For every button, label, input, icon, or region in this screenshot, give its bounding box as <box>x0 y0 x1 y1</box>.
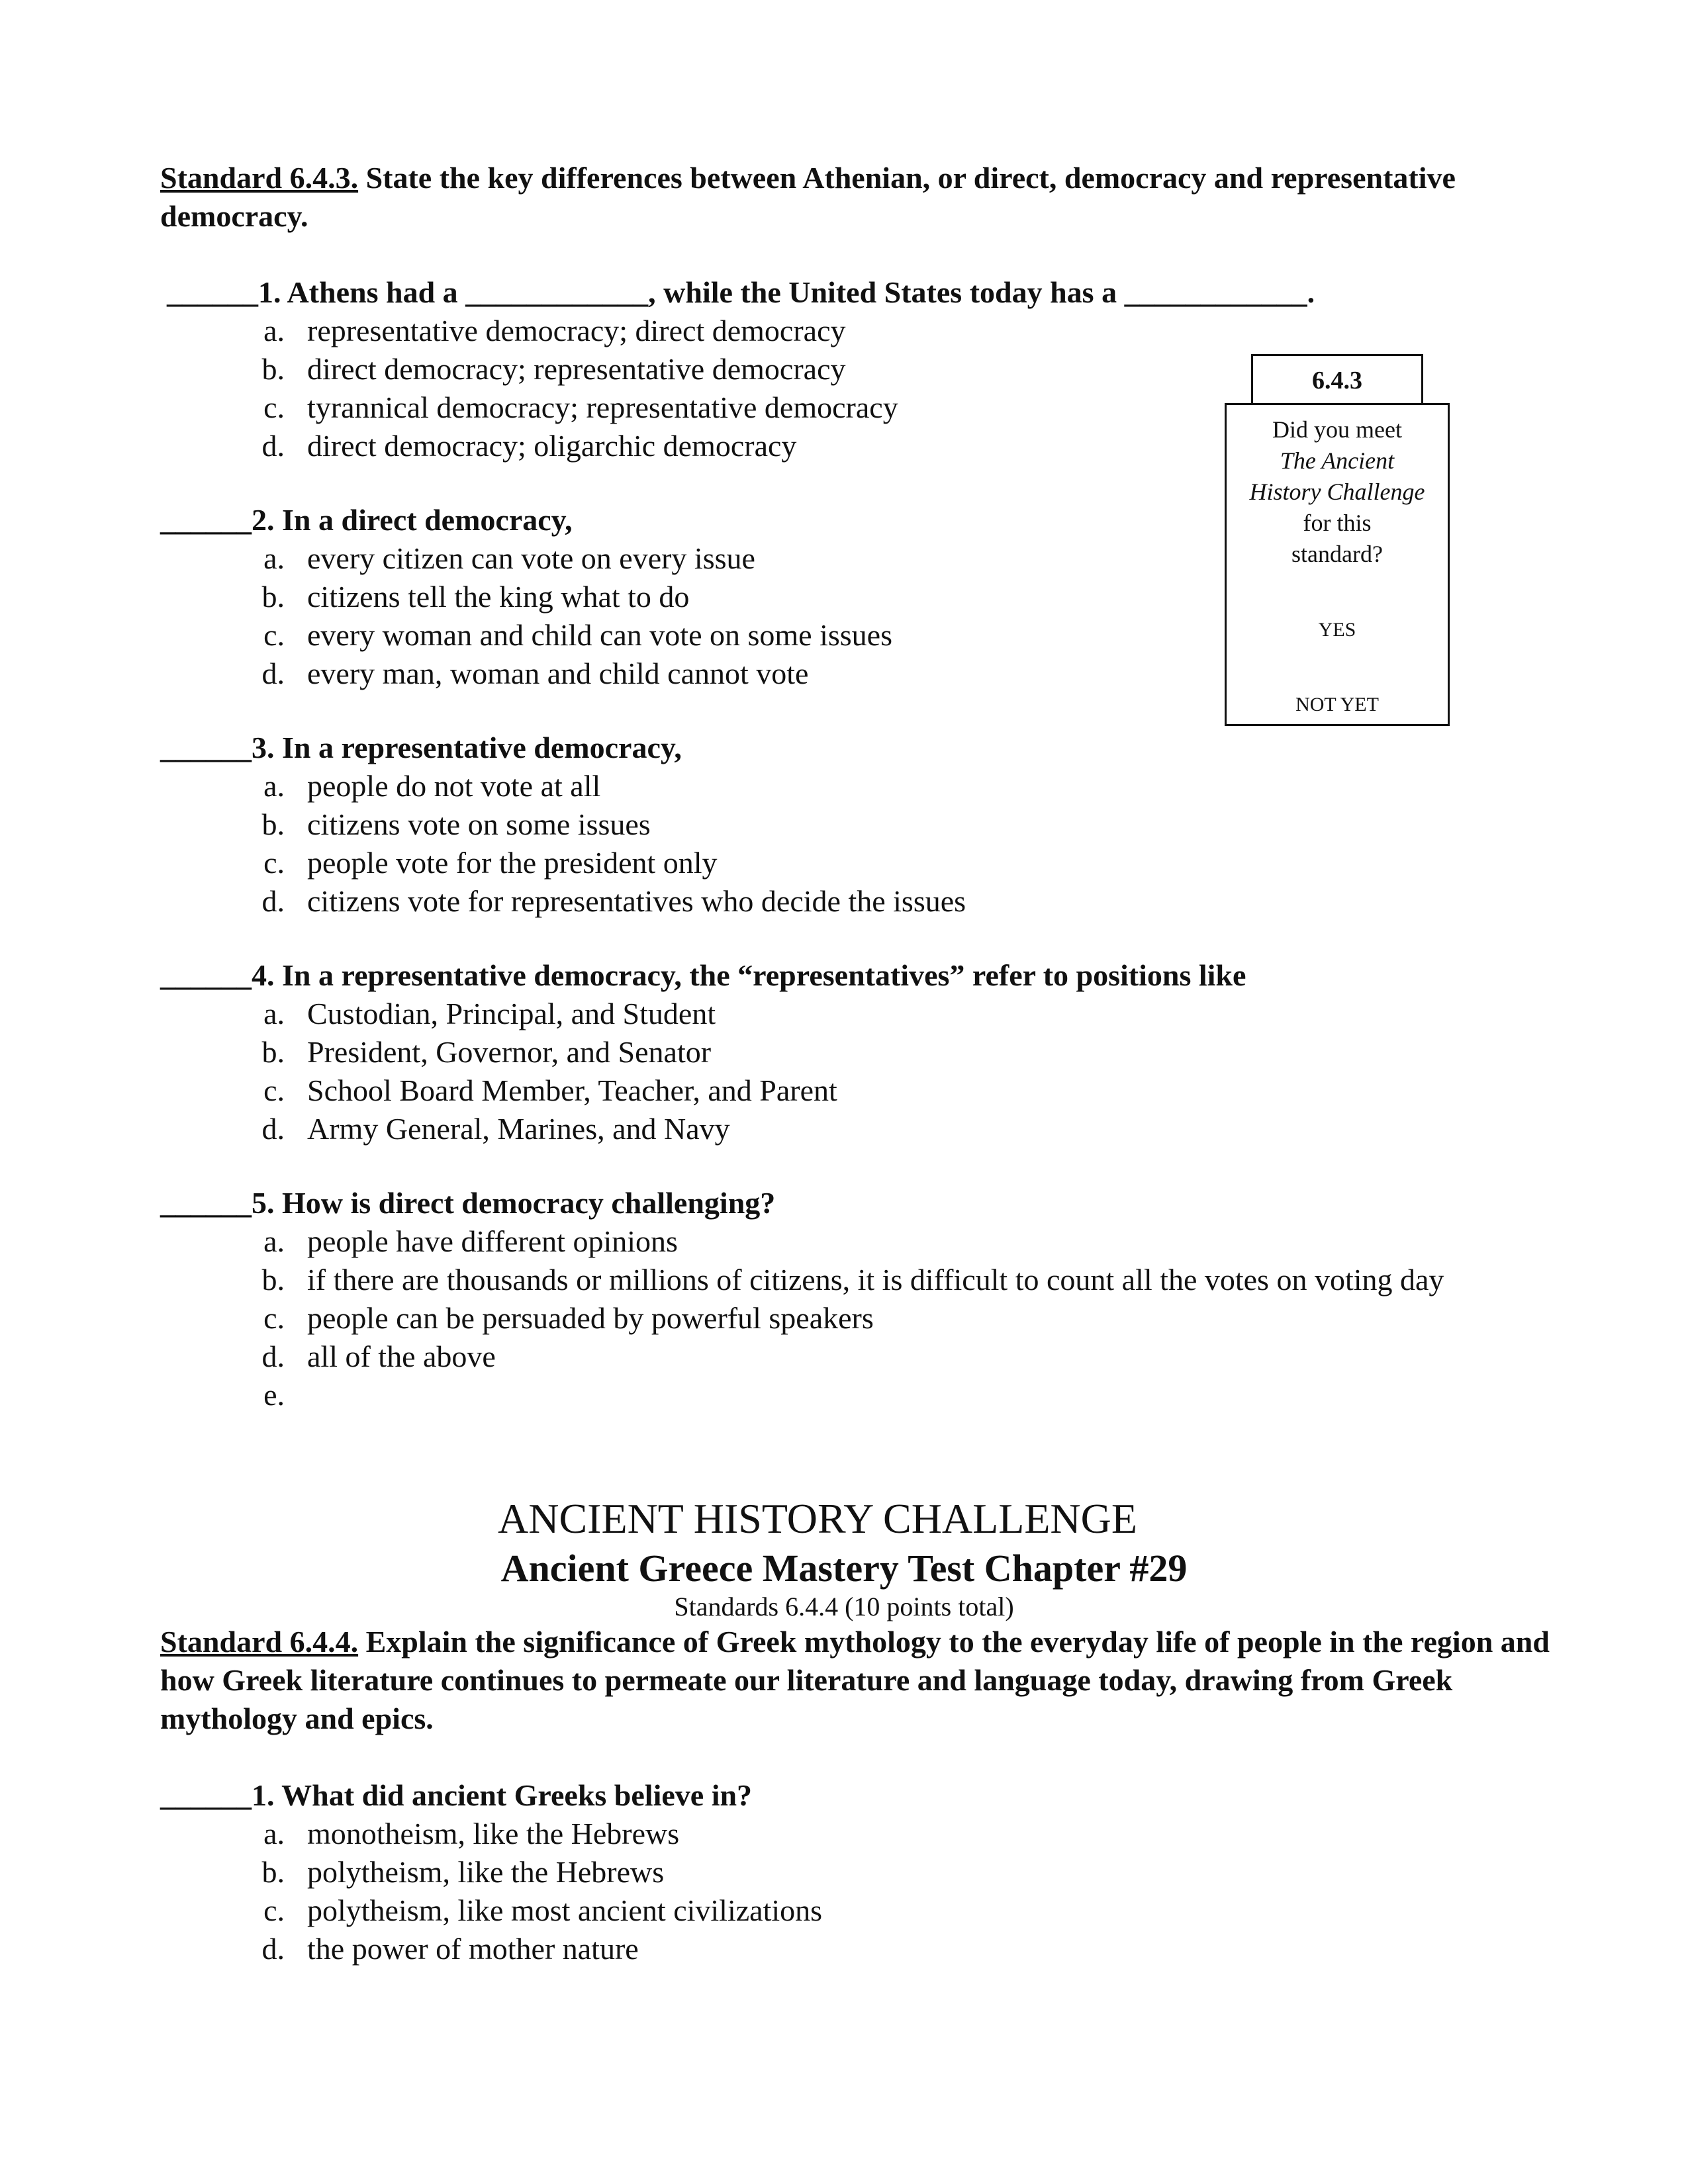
option-text: School Board Member, Teacher, and Parent <box>307 1073 837 1107</box>
check-line-3: History Challenge <box>1249 478 1425 505</box>
option-letter: c. <box>263 1301 285 1335</box>
option-letter: d. <box>261 884 285 918</box>
option-text: direct democracy; representative democracy <box>307 352 846 386</box>
question-5-prompt <box>160 1184 1617 1222</box>
option-text: representative democracy; direct democracy <box>307 314 846 347</box>
question-5-options <box>252 1222 1509 1412</box>
option-letter: d. <box>261 657 285 690</box>
option-text: citizens vote for representatives who decide the issues <box>307 884 966 918</box>
option-text: people have different opinions <box>307 1224 678 1258</box>
option-text: Army General, Marines, and Navy <box>307 1112 730 1146</box>
yes-option[interactable]: YES <box>1318 619 1356 641</box>
standard-tab-label: 6.4.3 <box>1251 354 1423 403</box>
option-text: monotheism, like the Hebrews <box>307 1817 680 1850</box>
question-text: 5. How is direct democracy challenging? <box>252 1186 776 1220</box>
option-text: people can be persuaded by powerful speakers <box>307 1301 874 1335</box>
question-644-1-prompt <box>160 1776 1617 1815</box>
option-letter: c. <box>263 1073 285 1107</box>
option-letter: c. <box>263 1893 285 1927</box>
question-text: 3. In a representative democracy, <box>252 731 682 764</box>
option-text: people vote for the president only <box>307 846 718 880</box>
answer-blank[interactable]: ______ <box>160 1778 252 1812</box>
option-letter: d. <box>261 429 285 463</box>
option <box>252 1110 1509 1148</box>
question-text: 1. What did ancient Greeks believe in? <box>252 1778 753 1812</box>
answer-blank[interactable]: ______ <box>160 731 252 764</box>
standard-text: Explain the significance of Greek mythology to the everyday life of people in the region and how Greek literature continues to permeate our literature and language today, drawing from Greek mythology and epics. <box>160 1625 1550 1735</box>
not-yet-option[interactable]: NOT YET <box>1295 694 1379 715</box>
check-line-1: Did you meet <box>1272 416 1402 443</box>
standard-643-heading <box>160 159 1537 236</box>
standard-code: Standard 6.4.4. <box>160 1625 359 1659</box>
option-text: the power of mother nature <box>307 1932 639 1966</box>
option <box>252 1222 1509 1261</box>
answer-blank[interactable]: ______ <box>167 275 258 309</box>
question-3-prompt <box>160 729 1617 767</box>
option-letter: b. <box>261 1035 285 1069</box>
option-letter: c. <box>263 390 285 424</box>
option <box>252 844 1509 882</box>
option-letter: e. <box>263 1378 285 1412</box>
challenge-check-box <box>1225 403 1450 726</box>
option-text: polytheism, like most ancient civilizations <box>307 1893 823 1927</box>
option-letter: a. <box>263 1817 285 1850</box>
answer-blank[interactable]: ______ <box>160 958 252 992</box>
option-letter: a. <box>263 541 285 575</box>
option-letter: b. <box>261 580 285 614</box>
option-letter: b. <box>261 807 285 841</box>
option-text: President, Governor, and Senator <box>307 1035 712 1069</box>
option-text: every citizen can vote on every issue <box>307 541 755 575</box>
option-text: citizens vote on some issues <box>307 807 651 841</box>
option <box>252 1891 1509 1930</box>
option-letter: a. <box>263 1224 285 1258</box>
answer-blank[interactable]: ______ <box>160 503 252 537</box>
option-text: if there are thousands or millions of citizens, it is difficult to count all the votes on voting day <box>307 1263 1444 1297</box>
question-4-options <box>252 995 1509 1148</box>
question-1-prompt <box>167 273 1623 312</box>
option-letter: d. <box>261 1112 285 1146</box>
option-letter: b. <box>261 1263 285 1297</box>
option <box>252 995 1509 1033</box>
check-line-4: for this <box>1303 510 1372 536</box>
option-text: citizens tell the king what to do <box>307 580 690 614</box>
points-label: Standards 6.4.4 (10 points total) <box>674 1592 1014 1621</box>
option-text: all of the above <box>307 1340 496 1373</box>
option-text: Custodian, Principal, and Student <box>307 997 716 1030</box>
option <box>252 1815 1509 1853</box>
question-3-options <box>252 767 1509 921</box>
option-letter: d. <box>261 1932 285 1966</box>
check-line-5: standard? <box>1291 541 1383 567</box>
option-letter: b. <box>261 1855 285 1889</box>
option-letter: c. <box>263 846 285 880</box>
option <box>252 1033 1509 1071</box>
option <box>252 1261 1509 1299</box>
question-text: 2. In a direct democracy, <box>252 503 573 537</box>
option-text: every man, woman and child cannot vote <box>307 657 809 690</box>
answer-blank[interactable]: ______ <box>160 1186 252 1220</box>
option-letter: a. <box>263 769 285 803</box>
check-line-2: The Ancient <box>1280 447 1395 474</box>
page-subtitle: Ancient Greece Mastery Test Chapter #29 <box>500 1547 1188 1590</box>
standard-text: State the key differences between Athenian, or direct, democracy and representative democracy. <box>160 161 1456 233</box>
option-letter: b. <box>261 352 285 386</box>
question-4-prompt <box>160 956 1617 995</box>
option <box>252 882 1509 921</box>
option <box>252 1299 1509 1338</box>
option <box>252 1338 1509 1376</box>
option <box>252 312 1509 350</box>
option-text: every woman and child can vote on some issues <box>307 618 892 652</box>
standard-code: Standard 6.4.3. <box>160 161 359 195</box>
option <box>252 805 1509 844</box>
option-text: polytheism, like the Hebrews <box>307 1855 665 1889</box>
option <box>252 1930 1509 1968</box>
option-text: tyrannical democracy; representative democracy <box>307 390 898 424</box>
question-text: 1. Athens had a ____________, while the United States today has a ____________. <box>258 275 1315 309</box>
option-letter: c. <box>263 618 285 652</box>
option <box>252 1071 1509 1110</box>
standard-644-heading <box>160 1623 1557 1738</box>
question-644-1-options <box>252 1815 1509 1968</box>
question-text: 4. In a representative democracy, the “representatives” refer to positions like <box>252 958 1246 992</box>
option <box>252 1853 1509 1891</box>
option-letter: a. <box>263 314 285 347</box>
option-text: people do not vote at all <box>307 769 601 803</box>
option-letter: a. <box>263 997 285 1030</box>
page-title: ANCIENT HISTORY CHALLENGE <box>498 1495 1137 1542</box>
option-letter: d. <box>261 1340 285 1373</box>
option <box>252 767 1509 805</box>
option-text: direct democracy; oligarchic democracy <box>307 429 797 463</box>
